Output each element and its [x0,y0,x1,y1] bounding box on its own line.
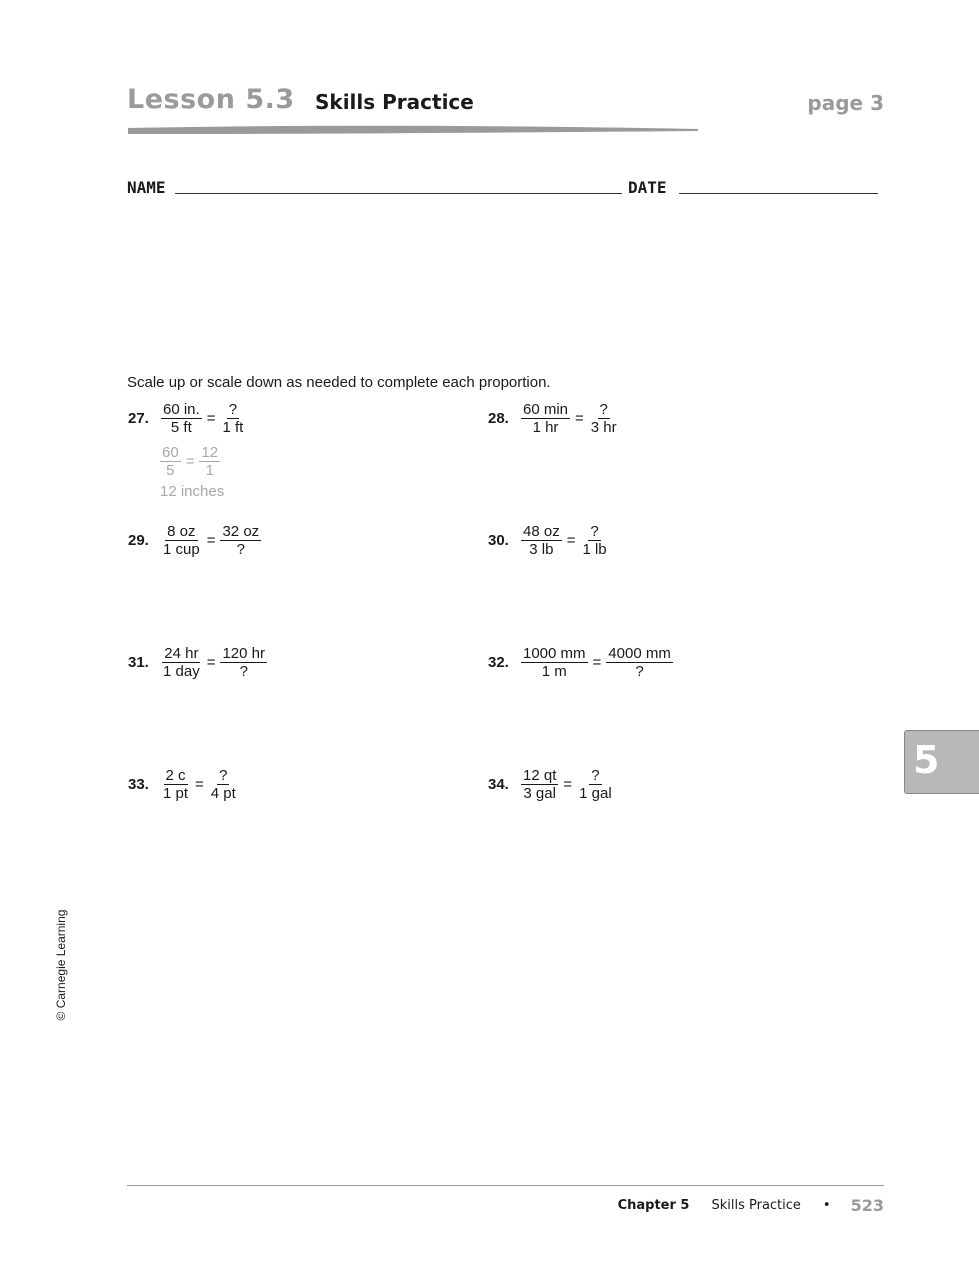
denominator: 1 m [541,663,567,680]
fraction-right [589,401,619,436]
fraction-right [580,523,608,558]
problem-number: 34. [488,776,509,793]
numerator: ? [228,401,238,418]
problem-32 [488,645,673,680]
equals-sign: = [185,453,195,470]
lesson-title: Skills Practice [315,90,474,114]
denominator: 1 hr [532,419,559,436]
denominator: ? [239,663,248,680]
denominator: 1 lb [582,541,607,558]
denominator: 1 [205,462,214,479]
equals-sign: = [206,410,216,427]
fraction-right [209,767,238,802]
numerator: 120 hr [222,645,266,662]
numerator: ? [591,767,600,784]
chapter-tab-number: 5 [913,738,940,782]
denominator: 5 ft [170,419,192,436]
fraction-right [220,523,261,558]
footer-section: Skills Practice [711,1198,801,1213]
name-field[interactable] [175,193,622,194]
fraction-right [606,645,673,680]
problem-27 [128,401,245,436]
numerator: 8 oz [167,523,196,540]
footer-chapter: Chapter 5 [617,1198,690,1213]
problem-number: 28. [488,410,509,427]
problem-34 [488,767,614,802]
denominator: 1 pt [163,785,189,802]
footer [618,1196,884,1215]
fraction-left [161,767,190,802]
problem-number: 32. [488,654,509,671]
equals-sign: = [592,654,602,671]
equals-sign: = [563,776,573,793]
footer-divider [127,1185,884,1186]
problem-30 [488,523,609,558]
fraction-left [521,645,588,680]
denominator: 4 pt [210,785,236,802]
numerator: 12 qt [523,767,557,784]
numerator: 24 hr [164,645,199,662]
numerator: 32 oz [222,523,260,540]
fraction-left [521,401,570,436]
numerator: ? [599,401,608,418]
numerator: 60 in. [163,401,200,418]
fraction-right [577,767,614,802]
fraction-right [220,645,267,680]
title-underline-bar [126,123,701,137]
denominator: 3 gal [523,785,556,802]
example-answer-proportion [160,444,220,479]
example-answer-result: 12 inches [160,483,225,500]
fraction-left [521,523,562,558]
numerator: ? [590,523,599,540]
numerator: 1000 mm [523,645,586,662]
numerator: ? [219,767,228,784]
equals-sign: = [575,410,584,427]
denominator: 1 cup [163,541,200,558]
denominator: ? [236,541,245,558]
problem-number: 33. [128,776,149,793]
name-label: NAME [127,178,166,197]
fraction-left [521,767,558,802]
footer-bullet: • [822,1198,831,1213]
numerator: 60 min [523,401,569,418]
copyright-notice: © Carnegie Learning [54,909,68,1021]
fraction-left [161,645,202,680]
denominator: 1 ft [222,419,244,436]
problem-29 [128,523,261,558]
problem-number: 31. [128,654,149,671]
numerator: 60 [162,444,179,461]
problem-number: 27. [128,410,149,427]
equals-sign: = [206,654,216,671]
equals-sign: = [195,776,204,793]
equals-sign: = [566,532,576,549]
problem-33 [128,767,238,802]
numerator: 12 [201,444,219,461]
lesson-number: Lesson 5.3 [127,84,295,115]
denominator: 3 lb [529,541,554,558]
numerator: 48 oz [523,523,560,540]
denominator: 1 day [163,663,200,680]
numerator: 2 c [165,767,186,784]
page-number: 523 [850,1196,884,1215]
fraction-right [220,401,245,436]
instructions-text: Scale up or scale down as needed to complete each proportion. [127,374,551,391]
denominator: ? [635,663,644,680]
denominator: 3 hr [590,419,617,436]
page-label: page 3 [807,91,884,115]
fraction-left [160,444,181,479]
date-field[interactable] [679,193,878,194]
fraction-right [199,444,220,479]
denominator: 5 [166,462,175,479]
chapter-tab [904,730,979,794]
fraction-left [161,401,202,436]
problem-number: 29. [128,532,149,549]
denominator: 1 gal [579,785,612,802]
equals-sign: = [206,532,216,549]
problem-28 [488,401,619,436]
numerator: 4000 mm [608,645,671,662]
date-label: DATE [628,178,667,197]
fraction-left [161,523,202,558]
problem-31 [128,645,267,680]
problem-number: 30. [488,532,509,549]
